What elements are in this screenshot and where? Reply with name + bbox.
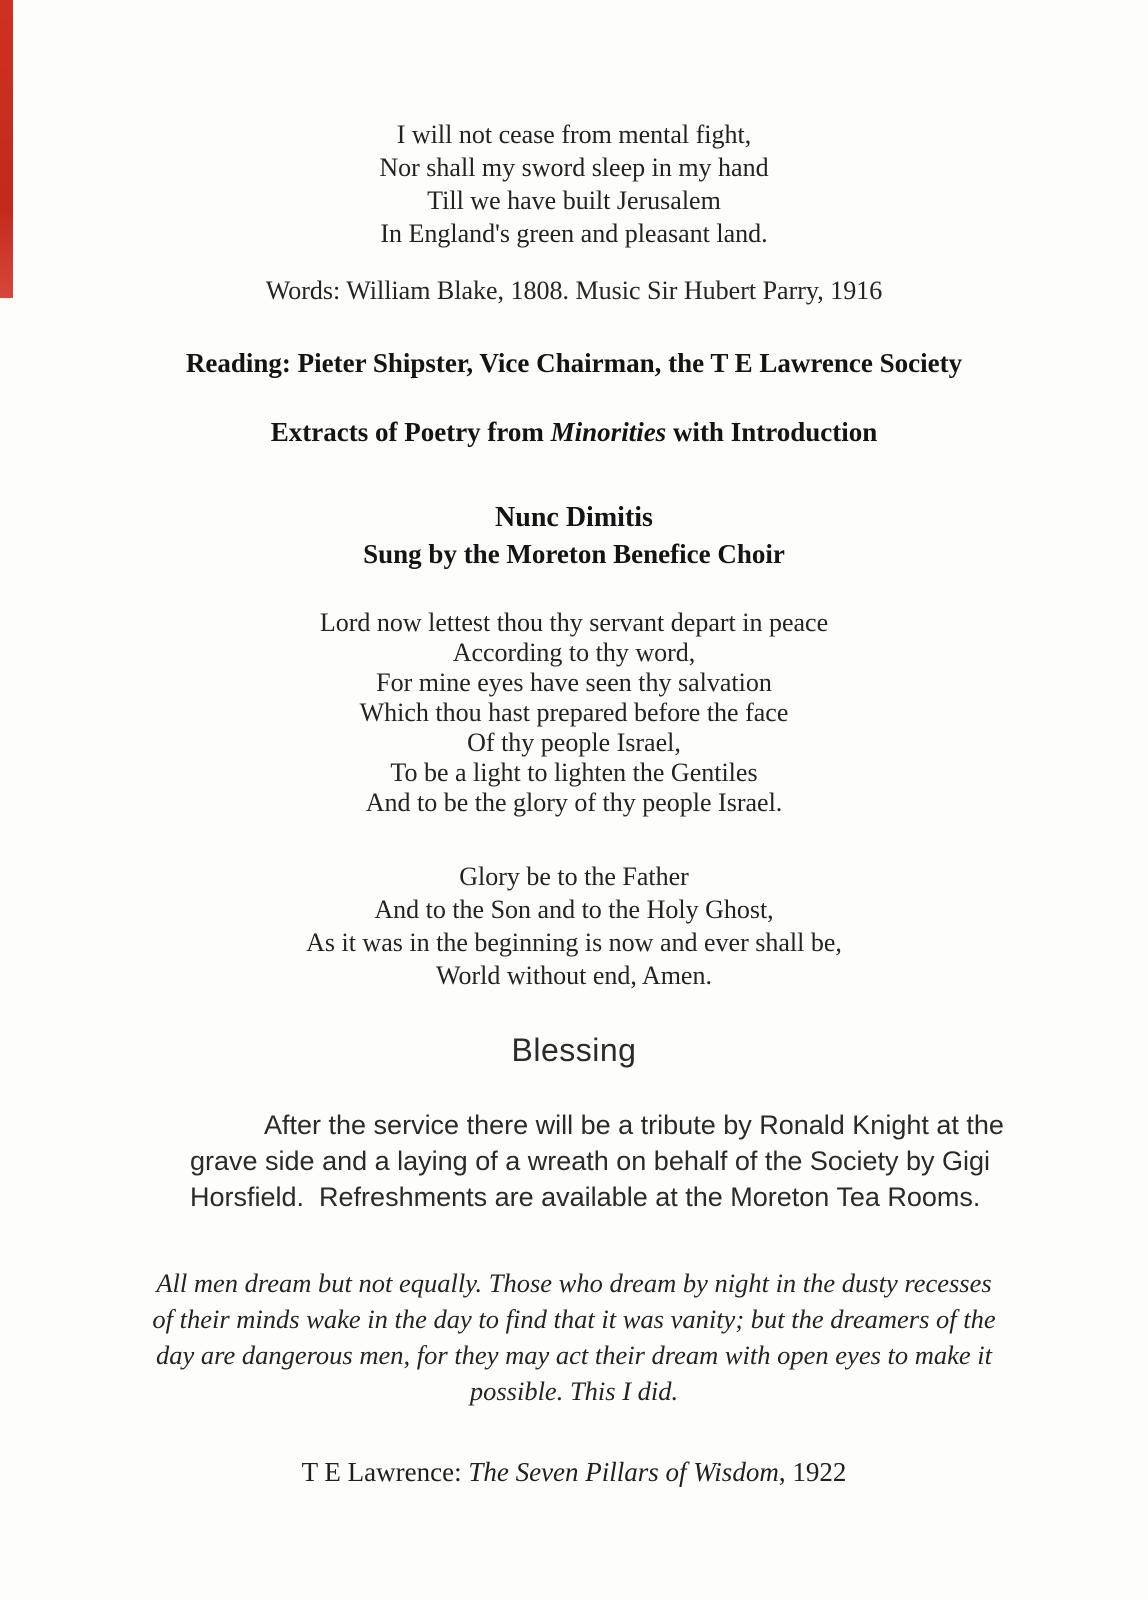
hymn-line: I will not cease from mental fight,: [396, 120, 752, 149]
verse-line: World without end, Amen.: [436, 961, 712, 990]
lawrence-quote: [0, 1265, 1148, 1409]
verse-line: Of thy people Israel,: [467, 728, 681, 757]
quote-line: day are dangerous men, for they may act their dream with open eyes to make it: [155, 1340, 993, 1370]
quote-line: All men dream but not equally. Those who dream by night in the dusty recesses: [156, 1268, 992, 1298]
verse-line: And to be the glory of thy people Israel.: [365, 788, 783, 817]
attribution-suffix: , 1922: [778, 1457, 847, 1487]
nunc-verse-1: [0, 608, 1148, 818]
nunc-verse-2: [0, 860, 1148, 992]
verse-line: To be a light to lighten the Gentiles: [390, 758, 758, 787]
hymn-line: Nor shall my sword sleep in my hand: [379, 153, 769, 182]
extracts-heading: [0, 417, 1148, 448]
verse-line: Which thou hast prepared before the face: [359, 698, 789, 727]
announcement-line: grave side and a laying of a wreath on behalf of the Society by Gigi: [190, 1146, 990, 1176]
verse-line: According to thy word,: [452, 638, 696, 667]
announcement-line: After the service there will be a tribute by Ronald Knight at the: [264, 1110, 1004, 1140]
verse-line: Lord now lettest thou thy servant depart in peace: [319, 608, 829, 637]
extracts-suffix: with Introduction: [666, 417, 878, 447]
hymn-final-verse: [0, 118, 1148, 250]
nunc-dimitis-title: Nunc Dimitis: [495, 502, 653, 533]
hymn-credit-line: Words: William Blake, 1808. Music Sir Hubert Parry, 1916: [265, 276, 883, 305]
extracts-prefix: Extracts of Poetry from: [270, 417, 551, 447]
blessing-heading: Blessing: [511, 1032, 637, 1068]
verse-line: For mine eyes have seen thy salvation: [376, 668, 772, 697]
choir-subtitle: Sung by the Moreton Benefice Choir: [363, 539, 785, 569]
hymn-line: In England's green and pleasant land.: [380, 219, 768, 248]
quote-attribution: [0, 1457, 1148, 1488]
quote-line: of their minds wake in the day to find that it was vanity; but the dreamers of the: [152, 1304, 996, 1334]
attribution-prefix: T E Lawrence:: [301, 1457, 469, 1487]
hymn-line: Till we have built Jerusalem: [427, 186, 721, 215]
quote-line: possible. This I did.: [469, 1376, 679, 1406]
book-title: The Seven Pillars of Wisdom: [468, 1457, 779, 1487]
announcement-line: Horsfield. Refreshments are available at the Moreton Tea Rooms.: [190, 1182, 981, 1212]
verse-line: And to the Son and to the Holy Ghost,: [374, 895, 774, 924]
verse-line: As it was in the beginning is now and ever shall be,: [306, 928, 842, 957]
reading-heading: Reading: Pieter Shipster, Vice Chairman, the T E Lawrence Society: [185, 348, 963, 378]
minorities-title: Minorities: [550, 417, 667, 447]
verse-line: Glory be to the Father: [459, 862, 689, 891]
post-service-announcement: [190, 1107, 1020, 1215]
